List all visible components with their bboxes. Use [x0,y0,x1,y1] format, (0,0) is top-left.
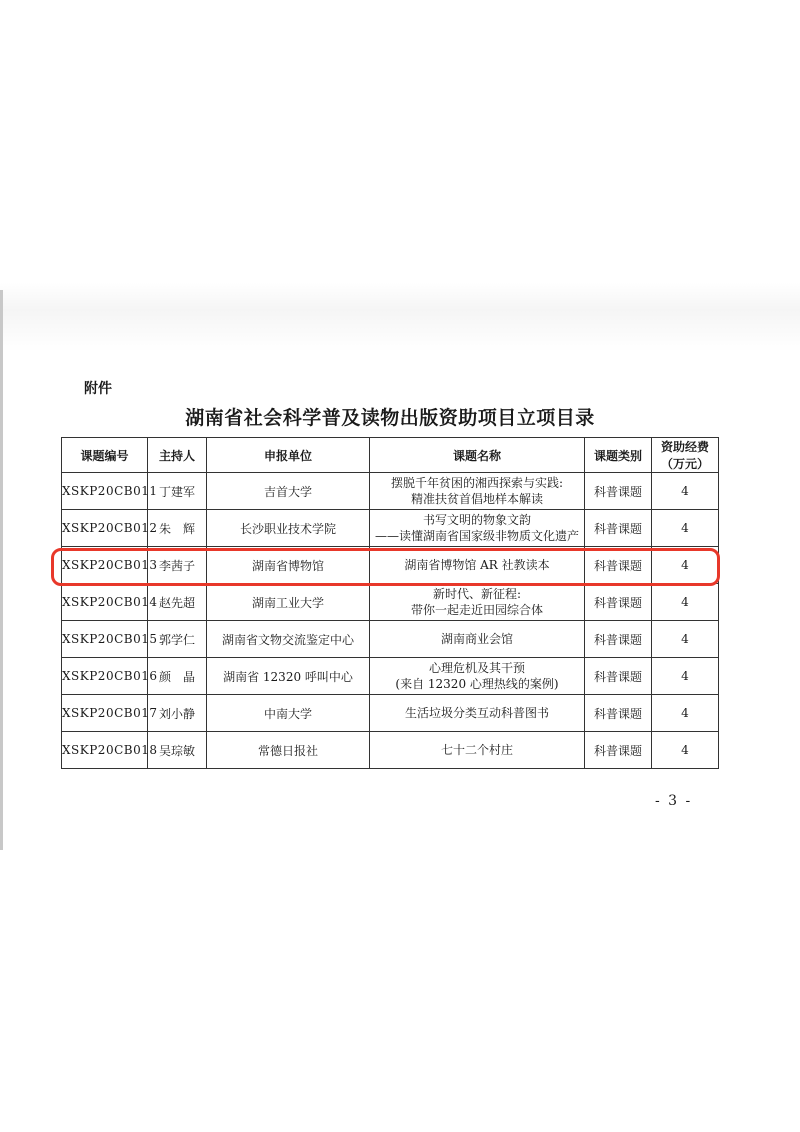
cell-host: 李茜子 [148,547,207,584]
table-row [62,695,719,732]
cell-funding: 4 [652,473,719,510]
cell-topic [370,621,585,658]
header-category: 课题类别 [585,438,652,473]
cell-unit: 湖南工业大学 [207,584,370,621]
header-topic: 课题名称 [370,438,585,473]
cell-code: XSKP20CB016 [62,658,148,695]
cell-topic [370,732,585,769]
highlight-box [51,548,720,586]
table-header-row [62,438,719,473]
topic-line: ——读懂湖南省国家级非物质文化遗产 [374,529,579,543]
cell-unit: 湖南省文物交流鉴定中心 [207,621,370,658]
cell-funding: 4 [652,732,719,769]
topic-line: (来自 12320 心理热线的案例) [395,677,559,691]
header-funding-line1: 资助经费 [660,440,709,454]
topic-line: 湖南商业会馆 [440,632,513,646]
scan-shadow [0,282,800,352]
table-body [62,473,719,769]
header-code: 课题编号 [62,438,148,473]
header-funding [652,438,719,473]
cell-code: XSKP20CB011 [62,473,148,510]
cell-funding: 4 [652,547,719,584]
cell-code: XSKP20CB018 [62,732,148,769]
page-number: - 3 - [655,793,693,809]
topic-line: 生活垃圾分类互动科普图书 [404,706,549,720]
cell-unit: 常德日报社 [207,732,370,769]
cell-unit: 中南大学 [207,695,370,732]
topic-line: 书写文明的物象文韵 [422,513,531,527]
cell-host: 赵先超 [148,584,207,621]
topic-line: 湖南省博物馆 AR 社教读本 [404,558,550,572]
project-table [61,437,719,769]
topic-line: 摆脱千年贫困的湘西探索与实践: [390,476,564,490]
cell-category: 科普课题 [585,473,652,510]
document-title: 湖南省社会科学普及读物出版资助项目立项目录 [185,407,595,429]
cell-code: XSKP20CB015 [62,621,148,658]
cell-funding: 4 [652,658,719,695]
cell-host: 刘小静 [148,695,207,732]
cell-host: 吴琮敏 [148,732,207,769]
cell-funding: 4 [652,695,719,732]
topic-line: 心理危机及其干预 [428,661,525,675]
cell-unit: 长沙职业技术学院 [207,510,370,547]
topic-line: 带你一起走近田园综合体 [410,603,543,617]
cell-code: XSKP20CB017 [62,695,148,732]
cell-host: 郭学仁 [148,621,207,658]
cell-category: 科普课题 [585,547,652,584]
cell-code: XSKP20CB012 [62,510,148,547]
table-row [62,621,719,658]
cell-category: 科普课题 [585,732,652,769]
cell-host: 颜 晶 [148,658,207,695]
table-row [62,732,719,769]
cell-unit: 湖南省博物馆 [207,547,370,584]
topic-line: 七十二个村庄 [440,743,513,757]
cell-code: XSKP20CB013 [62,547,148,584]
cell-funding: 4 [652,621,719,658]
table-row [62,473,719,510]
cell-funding: 4 [652,584,719,621]
cell-unit: 吉首大学 [207,473,370,510]
page-edge [0,290,3,850]
cell-host: 朱 辉 [148,510,207,547]
cell-topic [370,473,585,510]
cell-topic [370,510,585,547]
cell-topic [370,584,585,621]
cell-category: 科普课题 [585,621,652,658]
header-unit: 申报单位 [207,438,370,473]
topic-line: 精准扶贫首倡地样本解读 [410,492,543,506]
cell-topic [370,695,585,732]
cell-code: XSKP20CB014 [62,584,148,621]
table-row [62,584,719,621]
attachment-label: 附件 [84,381,112,397]
cell-funding: 4 [652,510,719,547]
cell-unit: 湖南省 12320 呼叫中心 [207,658,370,695]
cell-topic [370,658,585,695]
header-funding-line2: （万元） [660,457,709,471]
cell-category: 科普课题 [585,584,652,621]
table-row [62,510,719,547]
topic-line: 新时代、新征程: [432,587,522,601]
table-row [62,658,719,695]
cell-host: 丁建军 [148,473,207,510]
cell-category: 科普课题 [585,695,652,732]
cell-category: 科普课题 [585,658,652,695]
cell-category: 科普课题 [585,510,652,547]
header-host: 主持人 [148,438,207,473]
